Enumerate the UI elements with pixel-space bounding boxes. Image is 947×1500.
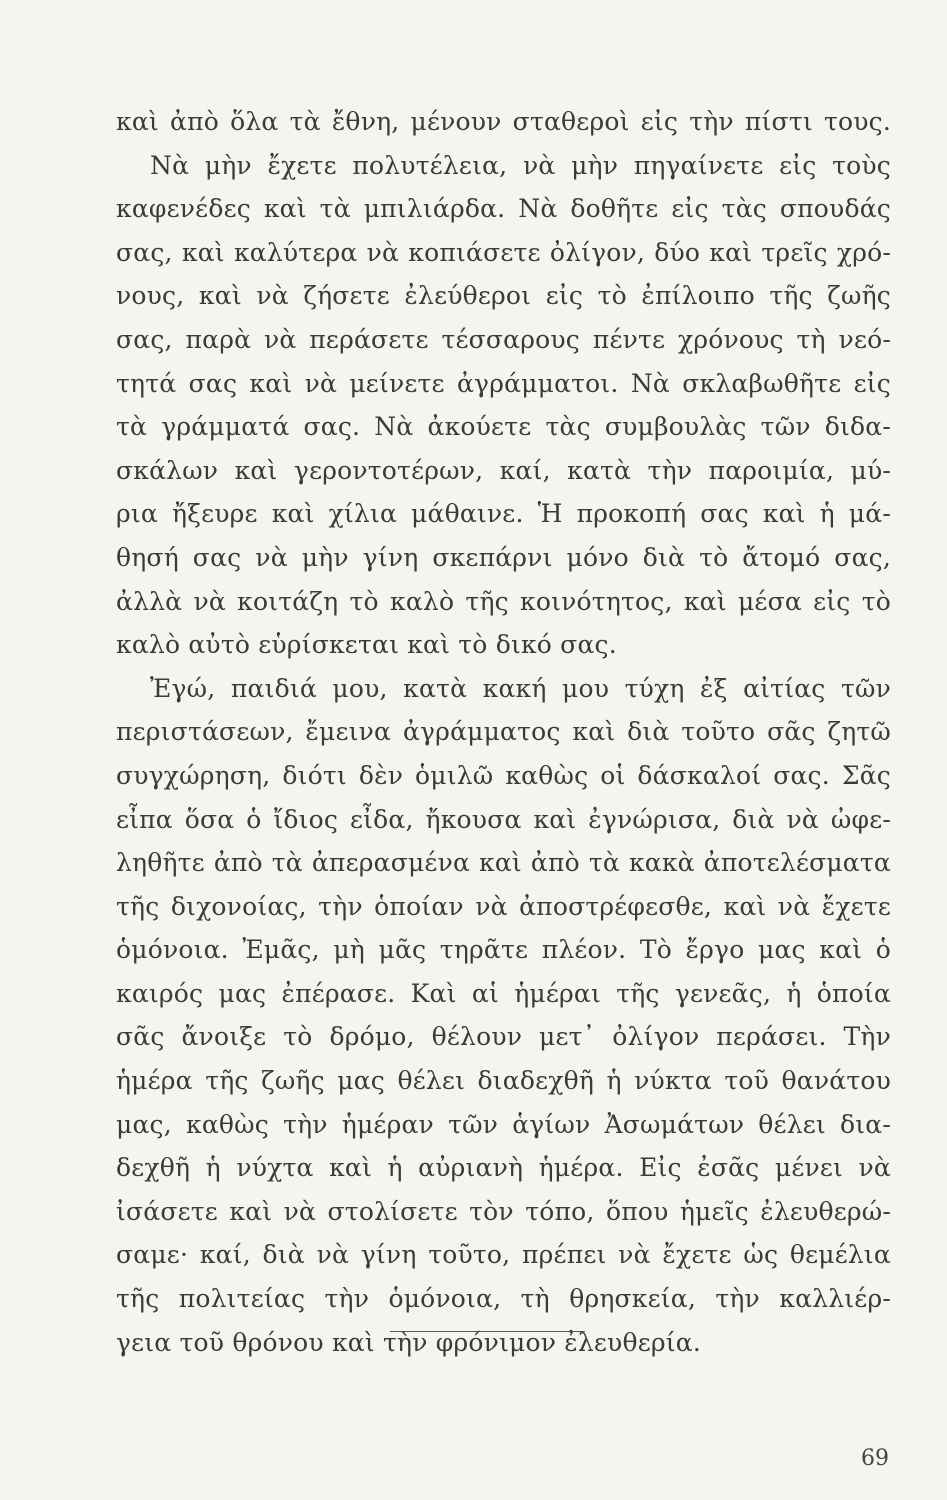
text-line: σκάλων καὶ γεροντοτέρων, καί, κατὰ τὴν παροιμία, μύ- (116, 455, 891, 485)
text-line: ὁμόνοια. Ἐμᾶς, μὴ μᾶς τηρᾶτε πλέον. Τὸ ἔργο μας καὶ ὁ (116, 935, 891, 965)
text-line: σας, παρὰ νὰ περάσετε τέσσαρους πέντε χρόνους τὴ νεό- (116, 324, 891, 354)
text-line: νους, καὶ νὰ ζήσετε ἐλεύθεροι εἰς τὸ ἐπίλοιπο τῆς ζωῆς (116, 281, 891, 311)
text-line: μας, καθὼς τὴν ἡμέραν τῶν ἁγίων Ἀσωμάτων θέλει δια- (116, 1109, 891, 1139)
text-line: καφενέδες καὶ τὰ μπιλιάρδα. Νὰ δοθῆτε εἰς τὰς σπουδάς (116, 194, 891, 224)
text-line: σᾶς ἄνοιξε τὸ δρόμο, θέλουν μετ᾽ ὀλίγον περάσει. Τὴν (116, 1022, 891, 1052)
text-line: συγχώρηση, διότι δὲν ὁμιλῶ καθὼς οἱ δάσκαλοί σας. Σᾶς (116, 760, 891, 790)
text-line: Ἐγώ, παιδιά μου, κατὰ κακή μου τύχη ἐξ αἰτίας τῶν (150, 673, 891, 703)
text-line: τὰ γράμματά σας. Νὰ ἀκούετε τὰς συμβουλὰς τῶν διδα- (116, 412, 891, 442)
text-line: καὶ ἀπὸ ὅλα τὰ ἔθνη, μένουν σταθεροὶ εἰς τὴν πίστι τους. (116, 107, 891, 136)
text-line: περιστάσεων, ἔμεινα ἀγράμματος καὶ διὰ τοῦτο σᾶς ζητῶ (116, 717, 891, 747)
text-line: τῆς πολιτείας τὴν ὁμόνοια, τὴ θρησκεία, τὴν καλλιέρ- (116, 1284, 891, 1314)
text-line: Νὰ μὴν ἔχετε πολυτέλεια, νὰ μὴν πηγαίνετε εἰς τοὺς (150, 150, 891, 180)
text-line: καιρός μας ἐπέρασε. Καὶ αἱ ἡμέραι τῆς γενεᾶς, ἡ ὁποία (116, 978, 891, 1008)
text-line: σαμε· καί, διὰ νὰ γίνη τοῦτο, πρέπει νὰ ἔχετε ὡς θεμέλια (116, 1240, 891, 1270)
text-line: καλὸ αὐτὸ εὑρίσκεται καὶ τὸ δικό σας. (116, 630, 617, 660)
body-text (116, 100, 891, 1364)
text-line: τῆς διχονοίας, τὴν ὁποίαν νὰ ἀποστρέφεσθε, καὶ νὰ ἔχετε (116, 891, 891, 921)
text-line: γεια τοῦ θρόνου καὶ τὴν φρόνιμον ἐλευθερία. (116, 1327, 701, 1357)
text-line: θησή σας νὰ μὴν γίνη σκεπάρνι μόνο διὰ τὸ ἄτομό σας, (116, 542, 891, 572)
text-line: τητά σας καὶ νὰ μείνετε ἀγράμματοι. Νὰ σκλαβωθῆτε εἰς (116, 368, 891, 398)
text-line: εἶπα ὅσα ὁ ἴδιος εἶδα, ἤκουσα καὶ ἐγνώρισα, διὰ νὰ ὠφε- (116, 804, 891, 834)
page-number: 69 (861, 1446, 889, 1471)
text-line: ἀλλὰ νὰ κοιτάζη τὸ καλὸ τῆς κοινότητος, καὶ μέσα εἰς τὸ (116, 586, 891, 616)
text-line: ρια ἤξευρε καὶ χίλια μάθαινε. Ἡ προκοπή σας καὶ ἡ μά- (116, 499, 891, 529)
text-line: ληθῆτε ἀπὸ τὰ ἀπερασμένα καὶ ἀπὸ τὰ κακὰ ἀποτελέσματα (116, 848, 891, 878)
text-line: σας, καὶ καλύτερα νὰ κοπιάσετε ὀλίγον, δύο καὶ τρεῖς χρό- (116, 237, 891, 267)
section-divider (390, 1331, 585, 1332)
text-line: ἰσάσετε καὶ νὰ στολίσετε τὸν τόπο, ὅπου ἡμεῖς ἐλευθερώ- (116, 1196, 891, 1226)
text-line: ἡμέρα τῆς ζωῆς μας θέλει διαδεχθῆ ἡ νύκτα τοῦ θανάτου (116, 1066, 891, 1096)
text-line: δεχθῆ ἡ νύχτα καὶ ἡ αὐριανὴ ἡμέρα. Εἰς ἐσᾶς μένει νὰ (116, 1153, 891, 1183)
